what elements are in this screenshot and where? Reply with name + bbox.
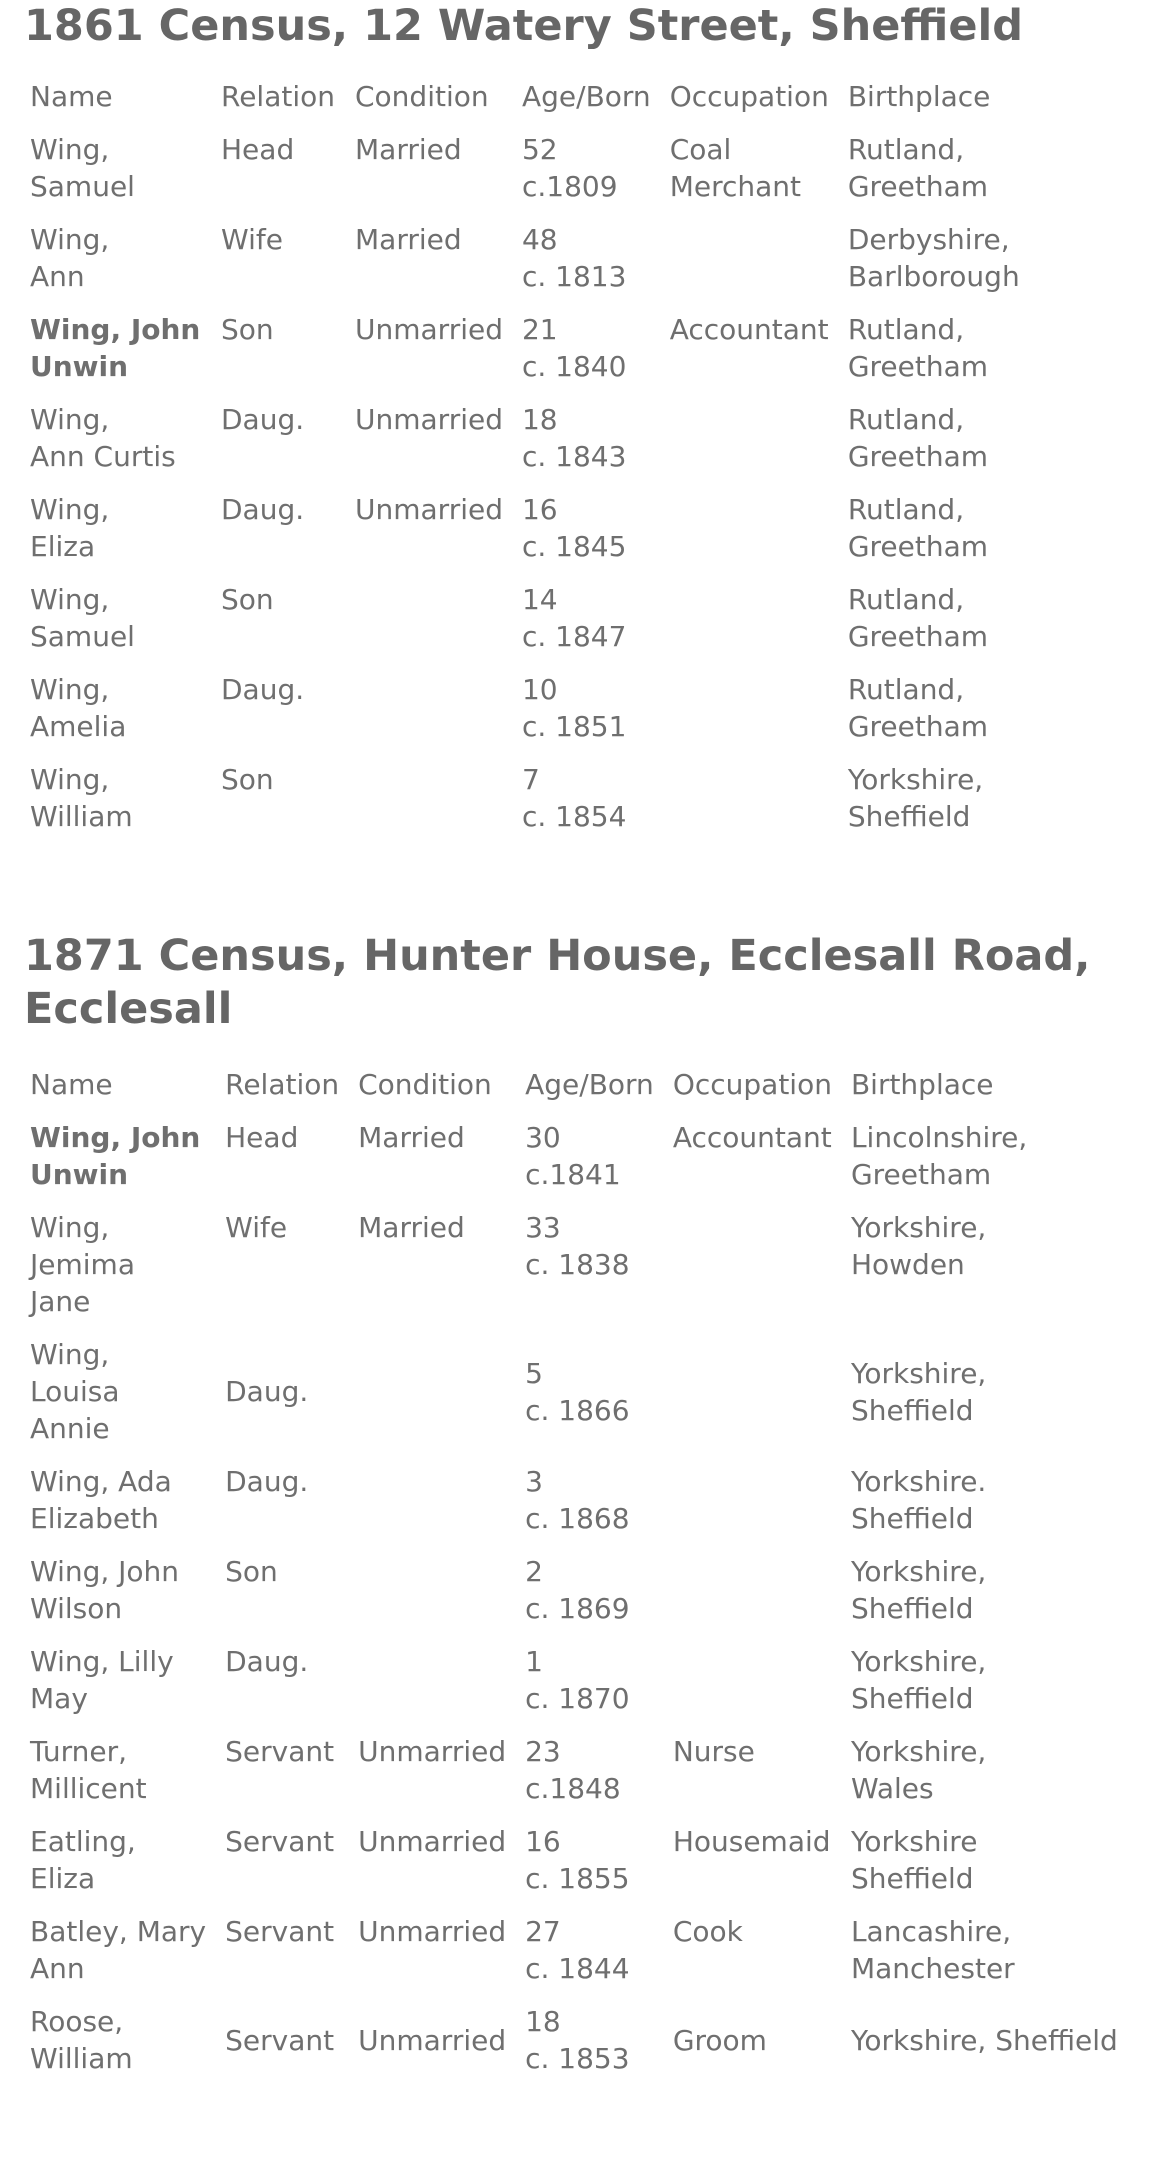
age-born-cell-line: 48 [521, 223, 558, 256]
relation-cell: Daug. [225, 1645, 309, 1678]
name-cell [24, 1336, 219, 1463]
table-row [24, 1336, 1145, 1463]
occupation-cell [664, 401, 842, 491]
age-born-cell [519, 1463, 667, 1553]
name-cell-line: Unwin [30, 1158, 129, 1191]
condition-cell [349, 671, 516, 761]
name-cell-line: Batley, Mary [30, 1915, 207, 1948]
occupation-cell-line: Accountant [669, 313, 829, 346]
name-cell-line: Wing, John [30, 1121, 201, 1154]
age-born-cell [519, 1209, 667, 1336]
relation-cell: Servant [225, 1735, 335, 1768]
age-born-cell-line: c. 1843 [521, 440, 627, 473]
name-cell-line: Turner, [30, 1735, 128, 1768]
age-born-cell-line: 16 [521, 493, 558, 526]
age-born-cell-line: c. 1869 [525, 1592, 630, 1625]
name-cell [24, 311, 215, 401]
occupation-cell [667, 1553, 845, 1643]
name-cell-line: Wing, [30, 223, 110, 256]
relation-cell: Wife [221, 223, 283, 256]
occupation-cell [664, 311, 842, 401]
name-cell-line: Amelia [30, 710, 127, 743]
birthplace-cell-line: Yorkshire, [850, 1356, 987, 1390]
table-header-row [24, 78, 1042, 131]
table-row [24, 1733, 1145, 1823]
occupation-cell [667, 1336, 845, 1463]
birthplace-cell [842, 311, 1042, 401]
age-born-cell-line: 18 [521, 403, 558, 436]
occupation-cell [664, 131, 842, 221]
age-born-cell [519, 1823, 667, 1913]
name-cell-line: Wing, Ada [30, 1465, 172, 1498]
age-born-cell-line: c. 1854 [521, 800, 627, 833]
name-cell-line: Wing, John [30, 1555, 180, 1588]
age-born-cell-line: 52 [521, 133, 558, 166]
condition-cell: Unmarried [358, 2023, 507, 2057]
age-born-cell [516, 131, 664, 221]
name-cell [24, 491, 215, 581]
name-cell-line: Louisa [30, 1375, 120, 1408]
table-row [24, 1823, 1145, 1913]
name-cell-line: Elizabeth [30, 1502, 159, 1535]
birthplace-cell-line: Greetham [847, 170, 989, 203]
condition-cell [352, 1336, 519, 1463]
name-cell [24, 1553, 219, 1643]
table-row [24, 1643, 1145, 1733]
age-born-cell-line: 14 [521, 583, 558, 616]
name-cell [24, 1119, 219, 1209]
age-born-cell [516, 311, 664, 401]
age-born-cell [519, 1336, 667, 1463]
condition-cell [349, 761, 516, 851]
column-header-relation: Relation [225, 1068, 340, 1101]
name-cell-line: Jemima [30, 1248, 135, 1281]
age-born-cell-line: c. 1851 [521, 710, 627, 743]
birthplace-cell-line: Rutland, [847, 493, 965, 526]
birthplace-cell-line: Greetham [847, 710, 989, 743]
birthplace-cell [842, 221, 1042, 311]
condition-cell: Unmarried [358, 1735, 507, 1768]
name-cell-line: May [30, 1682, 88, 1715]
occupation-cell [664, 581, 842, 671]
relation-cell: Daug. [221, 493, 305, 526]
occupation-cell [664, 491, 842, 581]
name-cell-line: Jane [30, 1285, 91, 1318]
age-born-cell [519, 2003, 667, 2093]
table-row [24, 1913, 1145, 2003]
column-header-occupation: Occupation [672, 1068, 832, 1101]
section-title-1861: 1861 Census, 12 Watery Street, Sheffield [24, 1, 1024, 51]
name-cell-line: Eliza [30, 1862, 96, 1895]
age-born-cell-line: 7 [521, 763, 540, 796]
birthplace-cell-line: Yorkshire [850, 1825, 978, 1858]
birthplace-cell-line: Barlborough [847, 260, 1020, 293]
birthplace-cell-line: Rutland, [847, 133, 965, 166]
occupation-cell [667, 1823, 845, 1913]
relation-cell: Son [221, 763, 274, 796]
birthplace-cell [845, 2003, 1145, 2093]
name-cell-line: Ann Curtis [30, 440, 176, 473]
name-cell-line: Ann [30, 260, 85, 293]
table-body [24, 131, 1042, 851]
table-row [24, 761, 1042, 851]
table-row [24, 1553, 1145, 1643]
condition-cell: Unmarried [355, 403, 503, 436]
table-row [24, 491, 1042, 581]
column-header-name: Name [30, 1068, 113, 1101]
name-cell-line: Wing, [30, 583, 110, 616]
name-cell [24, 1643, 219, 1733]
birthplace-cell-line: Rutland, [847, 583, 965, 616]
column-header-occupation: Occupation [669, 80, 829, 113]
age-born-cell-line: 5 [525, 1356, 543, 1390]
birthplace-cell-line: Howden [850, 1248, 965, 1281]
birthplace-cell-line: Greetham [847, 530, 989, 563]
condition-cell [349, 581, 516, 671]
age-born-cell-line: 30 [525, 1121, 561, 1154]
birthplace-cell-line: Sheffield [847, 800, 971, 833]
birthplace-cell-line: Derbyshire, [847, 223, 1010, 256]
birthplace-cell [845, 1119, 1145, 1209]
condition-cell [352, 1463, 519, 1553]
age-born-cell [516, 761, 664, 851]
condition-cell: Unmarried [355, 493, 503, 526]
occupation-cell [667, 1463, 845, 1553]
birthplace-cell [845, 1553, 1145, 1643]
occupation-cell-line: Accountant [672, 1121, 832, 1154]
age-born-cell [519, 1553, 667, 1643]
column-header-name: Name [30, 80, 113, 113]
condition-cell: Married [358, 1121, 465, 1154]
condition-cell: Unmarried [358, 1825, 507, 1858]
table-row [24, 671, 1042, 761]
relation-cell: Daug. [221, 673, 305, 706]
name-cell-line: Wing, John [30, 313, 201, 346]
table-body [24, 1119, 1145, 2093]
age-born-cell-line: c. 1855 [525, 1862, 630, 1895]
relation-cell: Son [221, 583, 274, 616]
name-cell-line: Annie [30, 1412, 110, 1445]
column-header-relation: Relation [221, 80, 335, 113]
occupation-cell-line: Nurse [672, 1735, 755, 1768]
age-born-cell [516, 491, 664, 581]
name-cell-line: Wing, [30, 1338, 110, 1371]
occupation-cell-line: Groom [672, 2023, 767, 2057]
name-cell-line: Eliza [30, 530, 96, 563]
name-cell-line: Wing, [30, 403, 110, 436]
name-cell [24, 581, 215, 671]
age-born-cell [516, 221, 664, 311]
relation-cell: Head [225, 1121, 299, 1154]
occupation-cell [664, 221, 842, 311]
age-born-cell [516, 581, 664, 671]
condition-cell [352, 1643, 519, 1733]
name-cell [24, 761, 215, 851]
name-cell-line: William [30, 2042, 133, 2075]
age-born-cell-line: 10 [521, 673, 558, 706]
birthplace-cell [842, 491, 1042, 581]
birthplace-cell-line: Yorkshire, [850, 1211, 987, 1244]
name-cell [24, 221, 215, 311]
birthplace-cell [842, 581, 1042, 671]
name-cell-line: Eatling, [30, 1825, 136, 1858]
relation-cell: Head [221, 133, 295, 166]
birthplace-cell [845, 1733, 1145, 1823]
occupation-cell-line: Cook [672, 1915, 743, 1948]
age-born-cell [516, 671, 664, 761]
condition-cell: Married [355, 223, 462, 256]
age-born-cell-line: 1 [525, 1645, 543, 1678]
age-born-cell-line: c. 1840 [521, 350, 627, 383]
occupation-cell [667, 2003, 845, 2093]
name-cell-line: Wing, [30, 133, 110, 166]
column-header-condition: Condition [355, 80, 489, 113]
relation-cell: Son [225, 1555, 278, 1588]
age-born-cell-line: 3 [525, 1465, 543, 1498]
table-row [24, 581, 1042, 671]
name-cell-line: Wing, Lilly [30, 1645, 174, 1678]
age-born-cell-line: 33 [525, 1211, 561, 1244]
census-table-1871 [24, 1066, 1145, 2093]
relation-cell: Son [221, 313, 274, 346]
occupation-cell [667, 1733, 845, 1823]
birthplace-cell-line: Yorkshire, [850, 1555, 987, 1588]
occupation-cell-line: Housemaid [672, 1825, 831, 1858]
age-born-cell-line: 21 [521, 313, 558, 346]
occupation-cell [664, 761, 842, 851]
age-born-cell [519, 1733, 667, 1823]
age-born-cell-line: c.1809 [521, 170, 618, 203]
census-table-1861 [24, 78, 1042, 851]
birthplace-cell-line: Lancashire, [850, 1915, 1012, 1948]
table-header-row [24, 1066, 1145, 1119]
birthplace-cell-line: Yorkshire, [847, 763, 984, 796]
age-born-cell-line: 16 [525, 1825, 561, 1858]
name-cell-line: William [30, 800, 133, 833]
table-row [24, 2003, 1145, 2093]
birthplace-cell-line: Sheffield [850, 1502, 974, 1535]
name-cell-line: Samuel [30, 620, 135, 653]
birthplace-cell-line: Sheffield [850, 1862, 974, 1895]
age-born-cell [519, 1643, 667, 1733]
age-born-cell-line: c. 1853 [525, 2042, 630, 2075]
table-row [24, 311, 1042, 401]
birthplace-cell [842, 761, 1042, 851]
age-born-cell-line: c.1848 [525, 1772, 621, 1805]
birthplace-cell-line: Lincolnshire, [850, 1121, 1028, 1154]
age-born-cell-line: c. 1844 [525, 1952, 630, 1985]
name-cell [24, 401, 215, 491]
birthplace-cell [845, 1336, 1145, 1463]
birthplace-cell [845, 1209, 1145, 1336]
birthplace-cell-line: Greetham [850, 1158, 992, 1191]
birthplace-cell-line: Yorkshire, Sheffield [850, 2023, 1118, 2057]
birthplace-cell-line: Greetham [847, 440, 989, 473]
birthplace-cell-line: Yorkshire, [850, 1735, 987, 1768]
condition-cell: Married [358, 1211, 465, 1244]
age-born-cell [516, 401, 664, 491]
birthplace-cell-line: Wales [850, 1772, 934, 1805]
table-row [24, 401, 1042, 491]
age-born-cell-line: 18 [525, 2005, 561, 2038]
birthplace-cell [842, 131, 1042, 221]
birthplace-cell [845, 1463, 1145, 1553]
name-cell-line: Ann [30, 1952, 85, 1985]
birthplace-cell-line: Sheffield [850, 1393, 974, 1427]
occupation-cell [664, 671, 842, 761]
name-cell-line: Roose, [30, 2005, 124, 2038]
table-row [24, 1463, 1145, 1553]
age-born-cell-line: 23 [525, 1735, 561, 1768]
table-row [24, 221, 1042, 311]
relation-cell: Daug. [225, 1375, 309, 1408]
name-cell-line: Unwin [30, 350, 129, 383]
name-cell [24, 1913, 219, 2003]
column-header-age-born: Age/Born [521, 80, 651, 113]
table-row [24, 131, 1042, 221]
age-born-cell [519, 1913, 667, 2003]
occupation-cell [667, 1913, 845, 2003]
occupation-cell [667, 1209, 845, 1336]
table-row [24, 1119, 1145, 1209]
birthplace-cell-line: Sheffield [850, 1682, 974, 1715]
birthplace-cell-line: Greetham [847, 620, 989, 653]
birthplace-cell-line: Yorkshire, [850, 1645, 987, 1678]
condition-cell [352, 1553, 519, 1643]
name-cell-line: Wing, [30, 763, 110, 796]
name-cell-line: Millicent [30, 1772, 147, 1805]
relation-cell: Daug. [225, 1465, 309, 1498]
condition-cell: Unmarried [355, 313, 503, 346]
name-cell [24, 1463, 219, 1553]
birthplace-cell [842, 671, 1042, 761]
relation-cell: Servant [225, 1825, 335, 1858]
name-cell [24, 2003, 219, 2093]
column-header-condition: Condition [358, 1068, 492, 1101]
condition-cell: Married [355, 133, 462, 166]
occupation-cell [667, 1119, 845, 1209]
name-cell [24, 131, 215, 221]
age-born-cell-line: 27 [525, 1915, 561, 1948]
name-cell-line: Samuel [30, 170, 135, 203]
name-cell-line: Wilson [30, 1592, 123, 1625]
birthplace-cell [845, 1643, 1145, 1733]
relation-cell: Servant [225, 1915, 335, 1948]
birthplace-cell-line: Rutland, [847, 313, 965, 346]
age-born-cell-line: 2 [525, 1555, 543, 1588]
birthplace-cell-line: Manchester [850, 1952, 1015, 1985]
age-born-cell-line: c. 1813 [521, 260, 627, 293]
name-cell-line: Wing, [30, 673, 110, 706]
name-cell [24, 1823, 219, 1913]
name-cell [24, 1733, 219, 1823]
birthplace-cell-line: Sheffield [850, 1592, 974, 1625]
occupation-cell [667, 1643, 845, 1733]
column-header-birthplace: Birthplace [847, 80, 991, 113]
column-header-age-born: Age/Born [525, 1068, 654, 1101]
age-born-cell-line: c. 1845 [521, 530, 627, 563]
relation-cell: Servant [225, 2023, 335, 2057]
birthplace-cell [842, 401, 1042, 491]
birthplace-cell-line: Rutland, [847, 673, 965, 706]
name-cell [24, 671, 215, 761]
relation-cell: Daug. [221, 403, 305, 436]
condition-cell: Unmarried [358, 1915, 507, 1948]
age-born-cell-line: c. 1870 [525, 1682, 630, 1715]
age-born-cell-line: c. 1866 [525, 1393, 630, 1427]
birthplace-cell [845, 1913, 1145, 2003]
occupation-cell-line: Coal [669, 133, 732, 166]
birthplace-cell-line: Yorkshire. [850, 1465, 987, 1498]
table-row [24, 1209, 1145, 1336]
name-cell [24, 1209, 219, 1336]
name-cell-line: Wing, [30, 1211, 110, 1244]
column-header-birthplace: Birthplace [850, 1068, 994, 1101]
birthplace-cell-line: Greetham [847, 350, 989, 383]
age-born-cell-line: c. 1868 [525, 1502, 630, 1535]
name-cell-line: Wing, [30, 493, 110, 526]
section-title-1871: 1871 Census, Hunter House, Ecclesall Road, Ecclesall [24, 931, 1091, 1034]
age-born-cell-line: c. 1838 [525, 1248, 630, 1281]
age-born-cell-line: c. 1847 [521, 620, 627, 653]
relation-cell: Wife [225, 1211, 288, 1244]
age-born-cell-line: c.1841 [525, 1158, 621, 1191]
birthplace-cell-line: Rutland, [847, 403, 965, 436]
birthplace-cell [845, 1823, 1145, 1913]
age-born-cell [519, 1119, 667, 1209]
occupation-cell-line: Merchant [669, 170, 801, 203]
